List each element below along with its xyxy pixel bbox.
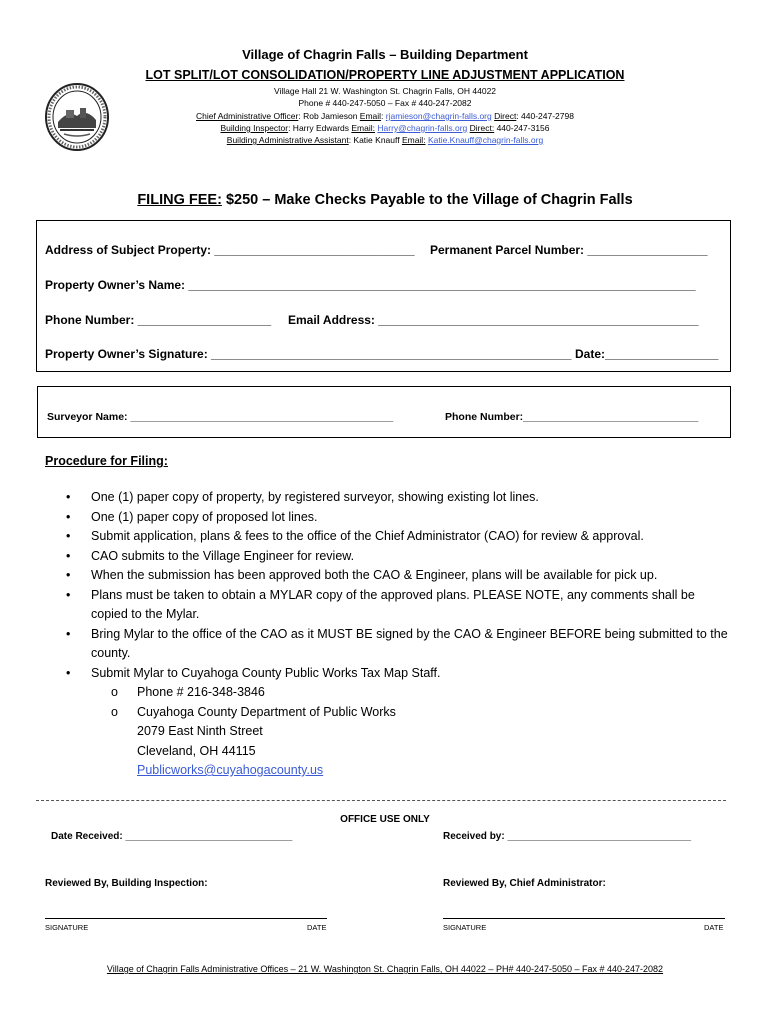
- parcel-number-field[interactable]: Permanent Parcel Number: __________________: [430, 243, 708, 257]
- signature-label: SIGNATURE: [443, 923, 487, 932]
- assistant-email-link[interactable]: Katie.Knauff@chagrin-falls.org: [427, 135, 544, 145]
- surveyor-name-field[interactable]: Surveyor Name: _____________________________________________: [47, 411, 394, 423]
- filing-fee: FILING FEE: $250 – Make Checks Payable to the Village of Chagrin Falls: [137, 192, 633, 208]
- procedure-list: [60, 488, 730, 781]
- village-address: Village Hall 21 W. Washington St. Chagrin Falls, OH 44022: [273, 86, 497, 96]
- owner-date-field[interactable]: Date:_________________: [575, 347, 719, 361]
- surveyor-phone-field[interactable]: Phone Number:______________________________: [445, 411, 699, 423]
- phone-field[interactable]: Phone Number: ____________________: [45, 313, 272, 327]
- date-label: DATE: [704, 923, 724, 932]
- list-item: • One (1) paper copy of property, by registered surveyor, showing existing lot lines.: [66, 490, 539, 504]
- list-item: • When the submission has been approved both the CAO & Engineer, plans will be available for pick up.: [66, 568, 658, 582]
- list-item: • Plans must be taken to obtain a MYLAR copy of the approved plans. PLEASE NOTE, any comments shall be copied to the Mylar.: [66, 587, 695, 621]
- list-item: • Bring Mylar to the office of the CAO as it MUST BE signed by the CAO & Engineer BEFORE being submitted to the county.: [66, 626, 728, 660]
- village-phone: Phone # 440-247-5050 – Fax # 440-247-2082: [298, 98, 472, 108]
- inspector-email-link[interactable]: Harry@chagrin-falls.org: [377, 123, 468, 133]
- address-field[interactable]: Address of Subject Property: ______________________________: [45, 243, 415, 257]
- sub-item-department: o Cuyahoga County Department of Public Works 2079 East Ninth Street Cleveland, OH 44115 Publicworks@cuyahogacounty.us: [111, 704, 396, 777]
- date-label: DATE: [307, 923, 327, 932]
- contact-building-inspector: Building Inspector: Harry Edwards Email: Harry@chagrin-falls.org Direct: 440-247-3156: [220, 123, 550, 133]
- cao-email-link[interactable]: rjamieson@chagrin-falls.org: [385, 111, 492, 121]
- signature-label: SIGNATURE: [45, 923, 89, 932]
- form-title: LOT SPLIT/LOT CONSOLIDATION/PROPERTY LINE ADJUSTMENT APPLICATION: [145, 68, 625, 82]
- public-works-email-link[interactable]: Publicworks@cuyahogacounty.us: [137, 763, 324, 777]
- header-title: Village of Chagrin Falls – Building Department: [242, 47, 528, 62]
- owner-name-field[interactable]: Property Owner’s Name: ____________________________________________________________________________: [45, 278, 696, 292]
- contact-admin-assistant: Building Administrative Assistant: Katie Knauff Email: Katie.Knauff@chagrin-falls.org: [226, 135, 544, 145]
- owner-signature-field[interactable]: Property Owner’s Signature: ______________________________________________________: [45, 347, 572, 361]
- list-item: • Submit application, plans & fees to the office of the Chief Administrator (CAO) for review & approval.: [66, 529, 644, 543]
- reviewed-chief-label: Reviewed By, Chief Administrator:: [443, 878, 606, 889]
- date-received-field[interactable]: Date Received: ______________________________: [51, 831, 293, 842]
- building-signature-line[interactable]: [45, 918, 327, 919]
- email-field[interactable]: Email Address: ________________________________________________: [288, 313, 699, 327]
- received-by-field[interactable]: Received by: _________________________________: [443, 831, 692, 842]
- list-item: • CAO submits to the Village Engineer for review.: [66, 548, 355, 563]
- list-item: • Submit Mylar to Cuyahoga County Public Works Tax Map Staff. o Phone # 216-348-3846 o Cuyahoga County Department of Public Works 2079 East Ninth Street Cleveland, OH 44115 Publicworks@cuyahogacounty.us: [60, 664, 730, 781]
- reviewed-building-label: Reviewed By, Building Inspection:: [45, 878, 208, 889]
- footer: Village of Chagrin Falls Administrative Offices – 21 W. Washington St. Chagrin Falls, OH 44022 – PH# 440-247-5050 – Fax # 440-247-2082: [106, 964, 664, 974]
- sub-item-phone: o Phone # 216-348-3846: [111, 685, 265, 699]
- contact-cao: Chief Administrative Officer: Rob Jamieson Email: rjamieson@chagrin-falls.org Direct: 440-247-2798: [196, 111, 574, 121]
- office-divider: [36, 800, 726, 801]
- list-item: • One (1) paper copy of proposed lot lines.: [66, 509, 318, 524]
- chief-signature-line[interactable]: [443, 918, 725, 919]
- office-use-title: OFFICE USE ONLY: [340, 814, 430, 825]
- procedure-title: Procedure for Filing:: [45, 454, 168, 468]
